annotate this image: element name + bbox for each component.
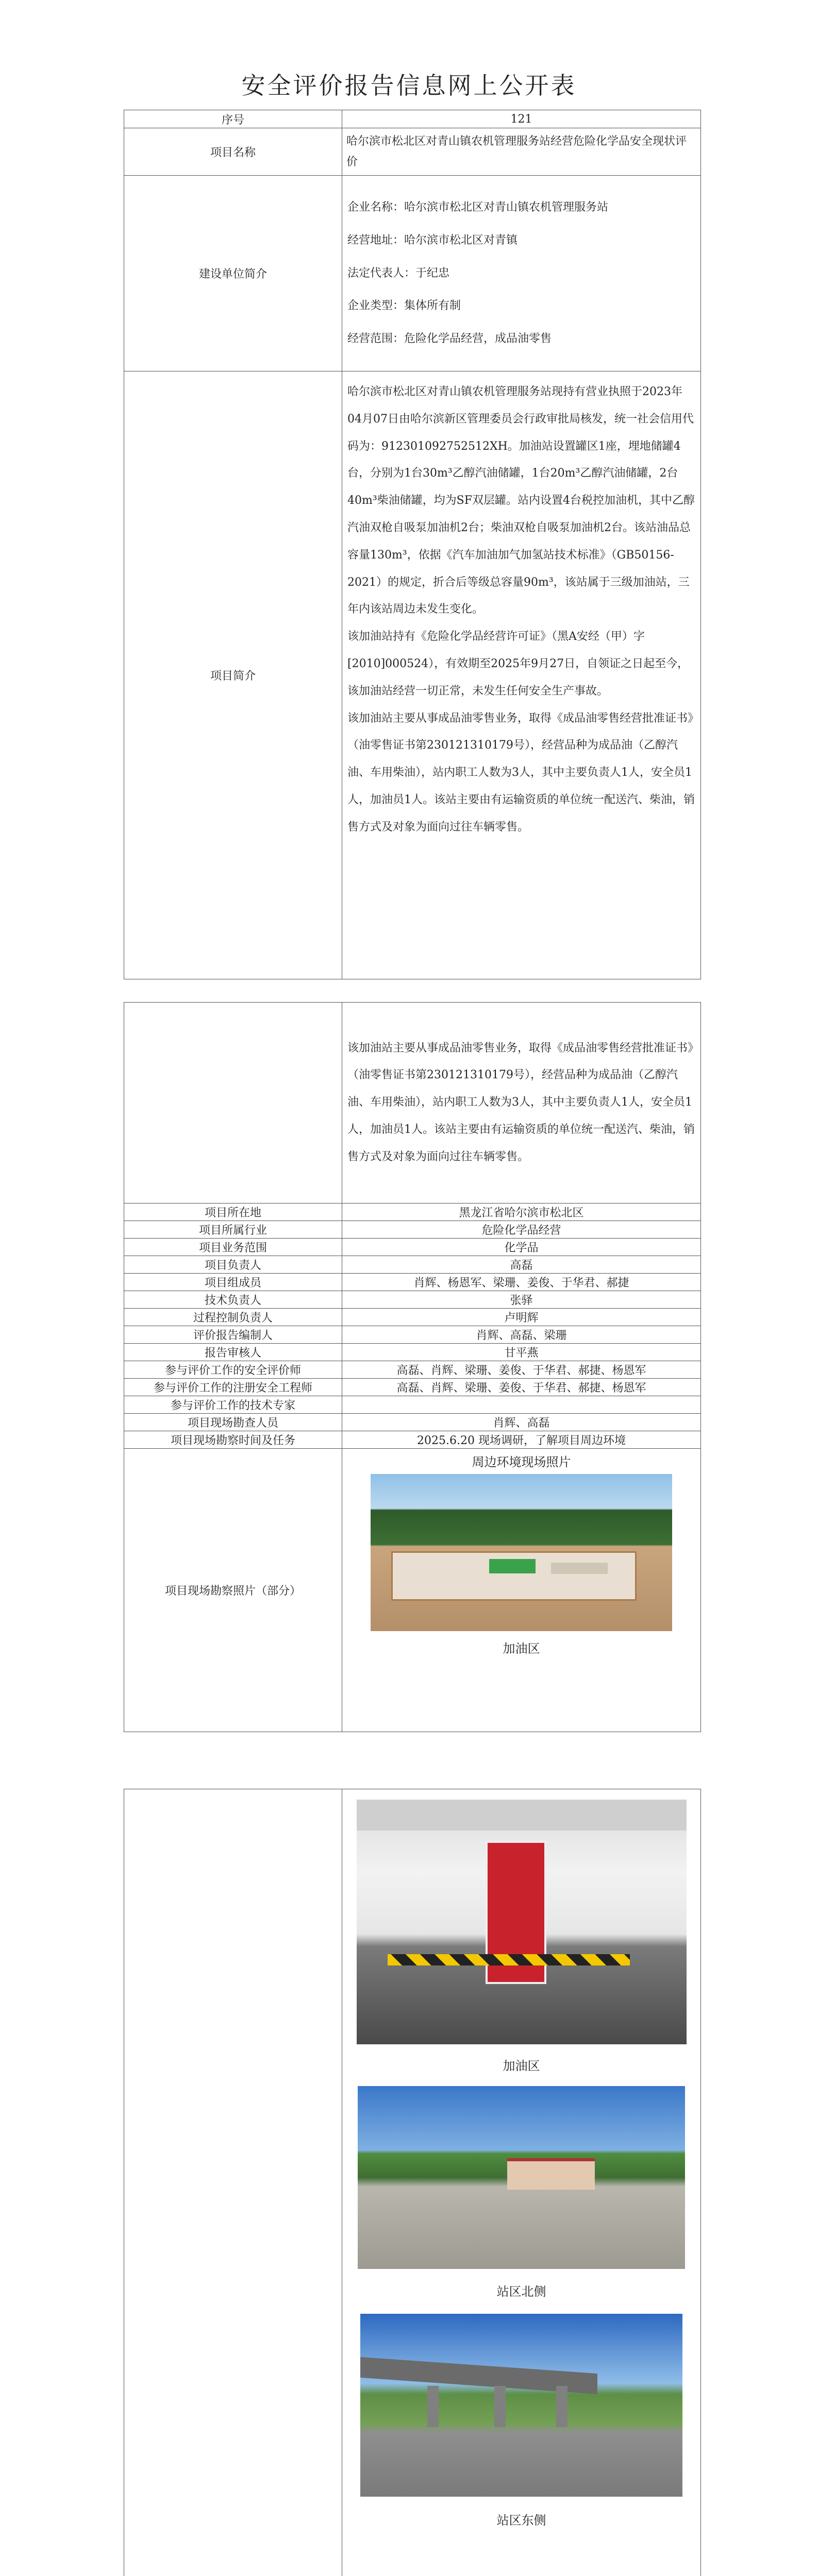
document-title: 安全评价报告信息网上公开表: [241, 72, 577, 99]
tech-leader-label: 技术负责人: [124, 1291, 342, 1309]
site-staff-value: 肖辉、高磊: [342, 1414, 701, 1431]
serial-label: 序号: [124, 110, 342, 128]
site-time-label: 项目现场勘察时间及任务: [124, 1431, 342, 1449]
tech-leader-value: 张驿: [342, 1291, 701, 1309]
scope-value: 化学品: [342, 1239, 701, 1256]
writer-value: 肖辉、高磊、梁珊: [342, 1326, 701, 1344]
overpass-pillar: [556, 2386, 567, 2427]
auditor-label: 报告审核人: [124, 1344, 342, 1361]
info-table-page-2: [124, 1002, 701, 1732]
building: [507, 2158, 595, 2190]
site-staff-label: 项目现场勘查人员: [124, 1414, 342, 1431]
tank-cover-2: [551, 1563, 608, 1574]
company-name: 企业名称：哈尔滨市松北区对青山镇农机管理服务站: [347, 201, 609, 214]
serial-value: 121: [342, 110, 701, 128]
canopy: [357, 1800, 687, 1831]
overpass-pillar: [494, 2386, 506, 2427]
leader-value: 高磊: [342, 1256, 701, 1274]
project-intro-value: [342, 371, 701, 979]
process-leader-value: 卢明辉: [342, 1309, 701, 1326]
scope-label: 项目业务范围: [124, 1239, 342, 1256]
company-address: 经营地址：哈尔滨市松北区对青镇: [347, 233, 518, 247]
info-table-page-1: [124, 110, 701, 979]
project-name-label: 项目名称: [124, 128, 342, 176]
photo-caption-1: 加油区: [503, 1641, 540, 1656]
safety-evaluators-value: 高磊、肖辉、梁珊、姜俊、于华君、郝捷、杨恩军: [342, 1361, 701, 1379]
project-intro-paragraph-3: 该加油站主要从事成品油零售业务，取得《成品油零售经营批准证书》（油零售证书第230121310179号），经营品种为成品油（乙醇汽油、车用柴油），站内职工人数为3人，其中主要负责人1人，安全员1人，加油员1人。该站主要由有运输资质的单位统一配送汽、柴油，销售方式及对象为面向过往车辆零售。: [347, 1041, 695, 1163]
fuel-dispenser-photo: [357, 1800, 687, 2044]
leader-label: 项目负责人: [124, 1256, 342, 1274]
unit-intro-value: [342, 176, 701, 371]
project-intro-label: 项目简介: [124, 371, 342, 979]
north-side-photo: [358, 2086, 685, 2269]
photo-caption-3: 站区北侧: [496, 2284, 546, 2299]
overpass-pillar: [427, 2386, 439, 2427]
project-intro-cont-label: [124, 1003, 342, 1204]
site-time-value: 2025.6.20 现场调研，了解项目周边环境: [342, 1431, 701, 1449]
industry-label: 项目所属行业: [124, 1221, 342, 1239]
project-intro-paragraph-3-start: 该加油站主要从事成品油零售业务，取得《成品油零售经营批准证书》（油零售证书第230121310179号），经营品种为成品油（乙醇汽油、车用柴油），站内职工人数为3人，其中主要负责人1人，安全员1人，加油员1人。该站主要由有运输资质的单位统一配送汽、柴油，销售方式及对象为面向过往车辆零售。: [347, 711, 695, 834]
project-intro-paragraph-2: 该加油站持有《危险化学品经营许可证》（黑A安经（甲）字[2010]000524），有效期至2025年9月27日，自领证之日起至今，该加油站经营一切正常，未发生任何安全生产事故。: [347, 630, 689, 698]
photos-cell: [342, 1449, 701, 1732]
photos-label: 项目现场勘察照片（部分）: [124, 1449, 342, 1732]
project-name-value: 哈尔滨市松北区对青山镇农机管理服务站经营危险化学品安全现状评价: [342, 128, 701, 176]
safety-evaluators-label: 参与评价工作的安全评价师: [124, 1361, 342, 1379]
warning-stripe: [388, 1954, 630, 1965]
auditor-value: 甘平燕: [342, 1344, 701, 1361]
location-value: 黑龙江省哈尔滨市松北区: [342, 1204, 701, 1221]
business-scope: 经营范围：危险化学品经营，成品油零售: [347, 332, 552, 346]
industry-value: 危险化学品经营: [342, 1221, 701, 1239]
project-intro-paragraph-1: 哈尔滨市松北区对青山镇农机管理服务站现持有营业执照于2023年04月07日由哈尔滨新区管理委员会行政审批局核发，统一社会信用代码为：912301092752512XH。加油站设置罐区1座，埋地储罐4台，分别为1台30m³乙醇汽油储罐，1台20m³乙醇汽油储罐，2台40m³柴油储罐，均为SF双层罐。站内设置4台税控加油机，其中乙醇汽油双枪自吸泵加油机2台；柴油双枪自吸泵加油机2台。该站油品总容量130m³，依据《汽车加油加气加氢站技术标准》（GB50156-2021）的规定，折合后等级总容量90m³，该站属于三级加油站，三年内该站周边未发生变化。: [347, 385, 695, 616]
company-type: 企业类型：集体所有制: [347, 299, 461, 313]
east-side-photo: [360, 2314, 682, 2497]
location-label: 项目所在地: [124, 1204, 342, 1221]
writer-label: 评价报告编制人: [124, 1326, 342, 1344]
safety-engineers-label: 参与评价工作的注册安全工程师: [124, 1379, 342, 1396]
safety-engineers-value: 高磊、肖辉、梁珊、姜俊、于华君、郝捷、杨恩军: [342, 1379, 701, 1396]
members-label: 项目组成员: [124, 1274, 342, 1291]
photo-caption-2: 加油区: [503, 2059, 540, 2073]
fueling-area-tank-photo: [371, 1474, 672, 1631]
photos-header: 周边环境现场照片: [472, 1455, 571, 1469]
members-value: 肖辉、杨恩军、梁珊、姜俊、于华君、郝捷: [342, 1274, 701, 1291]
legal-representative: 法定代表人：于纪忠: [347, 266, 450, 280]
tech-experts-label: 参与评价工作的技术专家: [124, 1396, 342, 1414]
tech-experts-value: [342, 1396, 701, 1414]
unit-intro-label: 建设单位简介: [124, 176, 342, 371]
tank-cover: [489, 1559, 536, 1573]
photos-cont-cell: [342, 1789, 701, 2576]
photo-caption-4: 站区东侧: [496, 2513, 546, 2528]
process-leader-label: 过程控制负责人: [124, 1309, 342, 1326]
photos-cont-label: [124, 1789, 342, 2576]
project-intro-cont-value: [342, 1003, 701, 1204]
info-table-page-3: [124, 1789, 701, 2576]
